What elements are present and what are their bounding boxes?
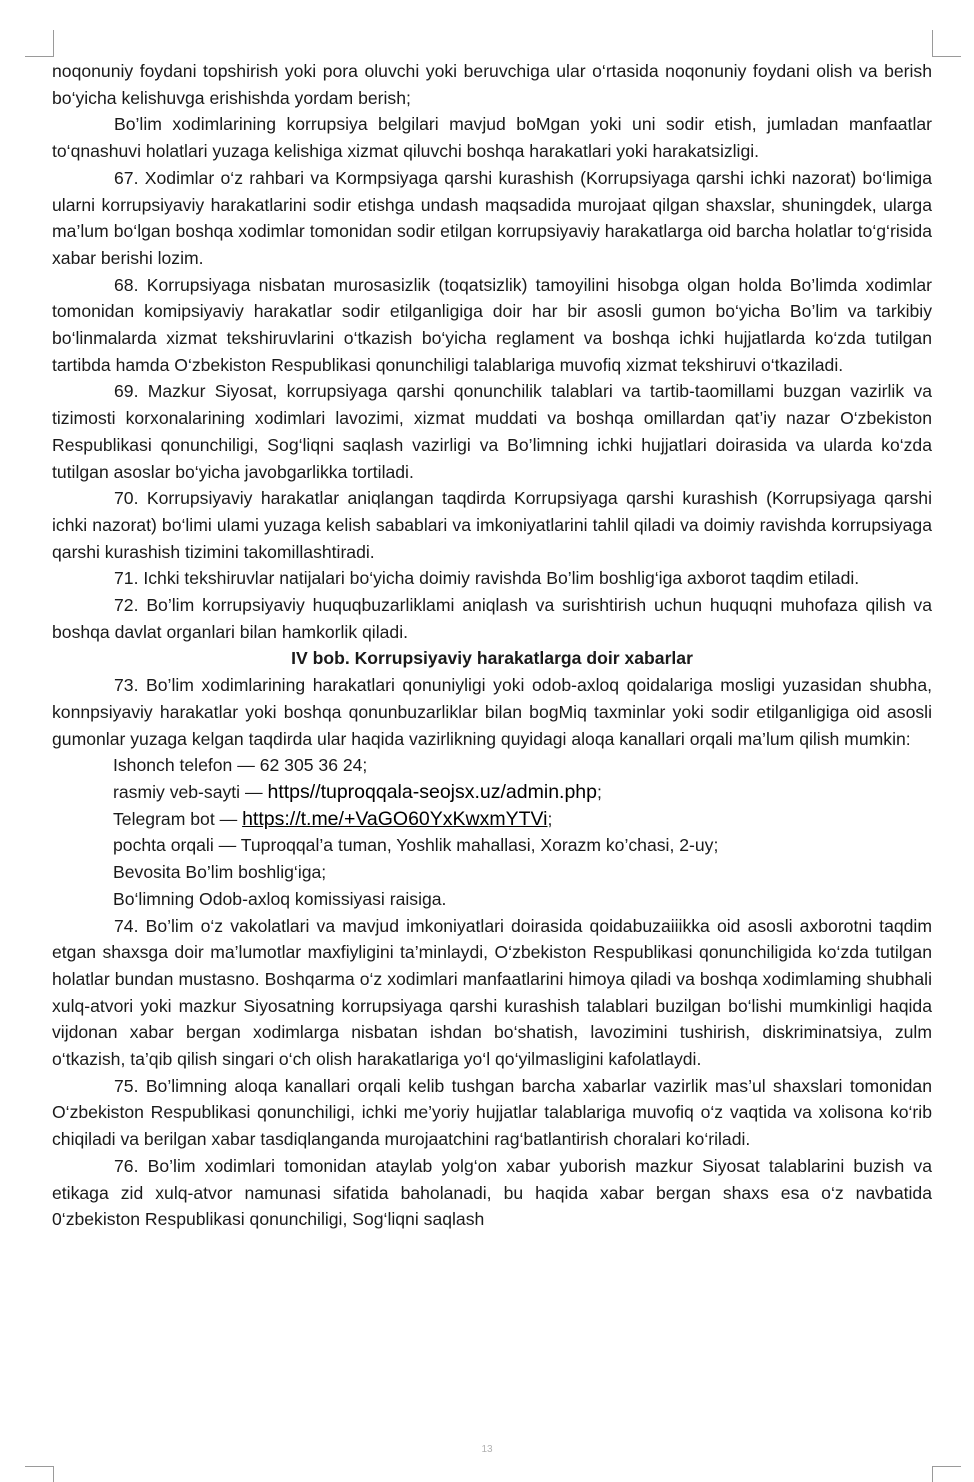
crop-mark-bottom-right: [932, 1466, 961, 1482]
channel-ethics-commission: Bo‘limning Odob-axloq komissiyasi raisiga.: [113, 888, 447, 909]
channel-website: [52, 779, 932, 806]
website-end: ;: [597, 781, 602, 802]
paragraph-70: 70. Korrupsiyaviy harakatlar aniqlangan taqdirda Korrupsiyaga qarshi kurashish (Korrupsiyaga qarshi ichki nazorat) bo‘limi ulami yuzaga kelish sabablari va imkoniyatlarini tahlil qiladi va doimiy ravishda korrupsiyaga qarshi kurashish tizimini takomillashtiradi.: [52, 488, 932, 562]
paragraph-76: 76. Bo’lim xodimlari tomonidan ataylab yolg‘on xabar yuborish mazkur Siyosat talablarini buzish va etikaga zid xulq-atvor namunasi sifatida baholanadi, bu haqida xabar bergan shaxs esa o‘z navbatida 0‘zbekiston Respublikasi qonunchiligi, Sog‘liqni saqlash: [52, 1155, 932, 1230]
website-label: rasmiy veb-sayti —: [113, 781, 268, 802]
paragraph-75: 75. Bo’limning aloqa kanallari orqali kelib tushgan barcha xabarlar vazirlik mas’ul shaxslari tomonidan O‘zbekiston Respublikasi qonunchiligi, ichki me’yoriy hujjatlar talablariga muvofiq o‘z vaqtida va xolisona ko‘rib chiqiladi va berilgan xabar tasdiqlanganda murojaatchini rag‘batlantirish choralari ko‘riladi.: [52, 1075, 932, 1150]
channel-phone: Ishonch telefon — 62 305 36 24;: [113, 755, 368, 776]
telegram-end: ;: [547, 808, 553, 829]
crop-mark-bottom-left: [25, 1466, 54, 1482]
paragraph-73: 73. Bo’lim xodimlarining harakatlari qonuniyligi yoki odob-axloq qoidalariga mosligi yuzasidan shubha, konnpsiyaviy harakatlar yoki boshqa qonunbuzarliklar bilan bogMiq taxminlar yoki sodir etilganligiga oid asosli gumonlar yuzaga kelgan taqdirda ular haqida vazirlikning quyidagi aloqa kanallari orqali ma’lum qilish mumkin:: [52, 675, 932, 749]
document-page: [52, 58, 932, 1233]
crop-mark-top-right: [932, 30, 961, 57]
paragraph-bolim-xodimlari: Bo’lim xodimlarining korrupsiya belgilari mavjud boMgan yoki uni sodir etish, jumladan manfaatlar to‘qnashuvi holatlari yuzaga kelishiga xizmat qiluvchi boshqa harakatlari yoki harakatsizligi.: [52, 114, 932, 162]
section-heading: IV bob. Korrupsiyaviy harakatlarga doir xabarlar: [291, 648, 693, 669]
telegram-link[interactable]: https://t.me/+VaGO60YxKwxmYTVi: [242, 807, 548, 830]
telegram-label: Telegram bot —: [113, 808, 243, 829]
channel-direct: Bevosita Bo’lim boshlig‘iga;: [113, 862, 327, 883]
crop-mark-top-left: [25, 30, 54, 57]
paragraph-69: 69. Mazkur Siyosat, korrupsiyaga qarshi qonunchilik talablari va tartib-taomillami buzgan vazirlik va tizimosti korxonalarining xodimlari lavozimi, xizmat muddati va boshqa omillardan qat’iy nazar O‘zbekiston Respublikasi qonunchiligi, Sog‘liqni saqlash vazirligi va Bo’limning ichki hujjatlari doirasida va ularda ko‘zda tutilgan asoslar bo‘yicha javobgarlikka tortiladi.: [52, 381, 932, 482]
paragraph-68: 68. Korrupsiyaga nisbatan murosasizlik (toqatsizlik) tamoyilini hisobga olgan holda Bo’limda xodimlar tomonidan komipsiyaviy harakatlar sodir etilganligiga doir har bir asosli gumon bo‘yicha Bo’lim va tarkibiy bo‘linmalarda xizmat tekshiruvlarini o‘tkazish bo‘yicha reglament va boshqa ichki hujjatlarda ko‘zda tutilgan tartibda hamda O‘zbekiston Respublikasi qonunchiligi talablariga muvofiq xizmat tekshiruvi o‘tkaziladi.: [52, 274, 932, 375]
paragraph-74: 74. Bo’lim o‘z vakolatlari va mavjud imkoniyatlari doirasida qoidabuzaiiikka oid asosli axborotni taqdim etgan shaxsga doir ma’lumotlar maxfiyligini ta’minlaydi, O‘zbekiston Respublikasi qonunchiligida ko‘zda tutilgan holatlar bundan mustasno. Boshqarma o‘z xodimlari manfaatlarini himoya qiladi va boshqa xodimlaming shubhali xulq-atvori yoki mazkur Siyosatning korrupsiyaga qarshi kurashish talablari buzilgan bo‘lishi mumkinligi haqida vijdonan xabar bergan xodimlarga nisbatan ishdan bo‘shatish, lavozimini tushirish, diskriminatsiya, zulm o‘tkazish, ta’qib qilish singari o‘ch olish harakatlariga yo‘l qo‘yilmasligini kafolatlaydi.: [52, 915, 932, 1070]
channel-telegram: [52, 806, 932, 833]
paragraph-71: 71. Ichki tekshiruvlar natijalari bo‘yicha doimiy ravishda Bo’lim boshlig‘iga axborot taqdim etiladi.: [114, 568, 860, 589]
page-number: 13: [481, 1444, 493, 1455]
channel-post: pochta orqali — Tuproqqal’a tuman, Yoshlik mahallasi, Xorazm ko’chasi, 2-uy;: [113, 835, 719, 856]
paragraph-continuation: noqonuniy foydani topshirish yoki pora oluvchi yoki beruvchiga ular o‘rtasida noqonuniy foydani olish va berish bo‘yicha kelishuvga erishishda yordam berish;: [52, 61, 932, 108]
paragraph-72: 72. Bo’lim korrupsiyaviy huquqbuzarliklami aniqlash va surishtirish uchun huquqni muhofaza qilish va boshqa davlat organlari bilan hamkorlik qiladi.: [52, 595, 932, 642]
website-link[interactable]: https//tuproqqala-seojsx.uz/admin.php: [267, 780, 597, 803]
paragraph-67: 67. Xodimlar o‘z rahbari va Kormpsiyaga qarshi kurashish (Korrupsiyaga qarshi ichki nazorat) bo‘limiga ularni korrupsiyaviy harakatlarini sodir etishga undash maqsadida murojaat qilgan shaxslar, shuningdek, ularga ma’lum bo‘lgan boshqa xodimlar tomonidan sodir etilgan korrupsiyaviy harakatlarga oid barcha holatlar to‘g‘risida xabar berishi lozim.: [52, 167, 932, 268]
